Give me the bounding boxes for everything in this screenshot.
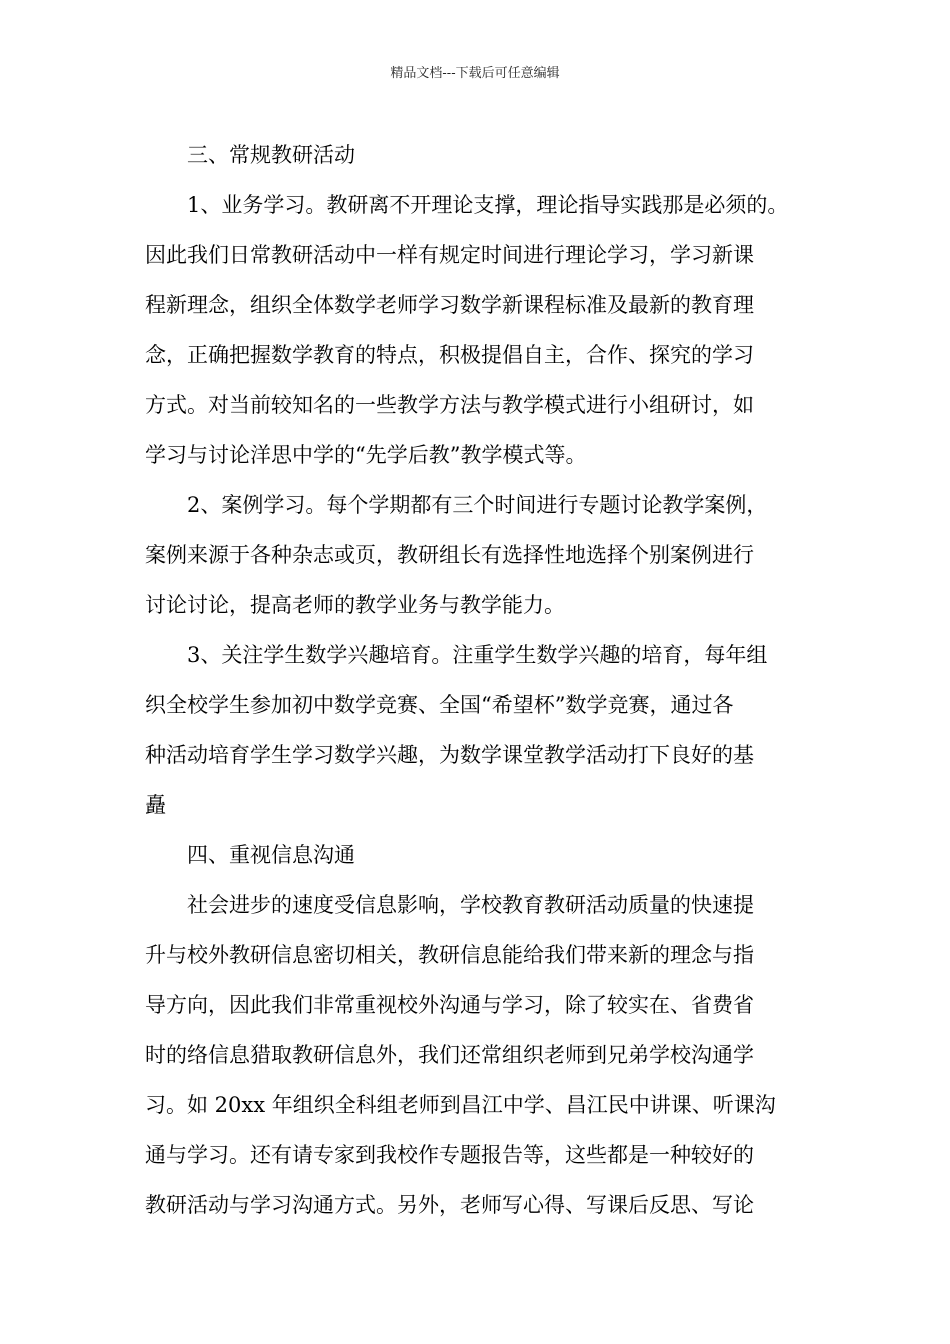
paragraph-line: 案例来源于各种杂志或页，教研组长有选择性地选择个别案例进行 bbox=[145, 543, 754, 567]
paragraph-line: 2、案例学习。每个学期都有三个时间进行专题讨论教学案例， bbox=[187, 493, 768, 517]
paragraph-line: 3、关注学生数学兴趣培育。注重学生数学兴趣的培育，每年组 bbox=[187, 643, 768, 667]
paragraph-line: 习。如 20xx 年组织全科组老师到昌江中学、昌江民中讲课、听课沟 bbox=[145, 1093, 776, 1117]
paragraph-line: 社会进步的速度受信息影响，学校教育教研活动质量的快速提 bbox=[187, 893, 754, 917]
section-heading-4: 四、重视信息沟通 bbox=[187, 843, 355, 867]
paragraph-line: 织全校学生参加初中数学竞赛、全国“希望杯”数学竞赛，通过各 bbox=[145, 693, 734, 717]
paragraph-line: 导方向，因此我们非常重视校外沟通与学习，除了较实在、省费省 bbox=[145, 993, 754, 1017]
paragraph-line: 讨论讨论，提高老师的教学业务与教学能力。 bbox=[145, 593, 565, 617]
paragraph-line: 升与校外教研信息密切相关，教研信息能给我们带来新的理念与指 bbox=[145, 943, 754, 967]
paragraph-line: 方式。对当前较知名的一些教学方法与教学模式进行小组研讨，如 bbox=[145, 393, 754, 417]
paragraph-line: 学习与讨论洋思中学的“先学后教”教学模式等。 bbox=[145, 443, 587, 467]
page-header: 精品文档---下载后可任意编辑 bbox=[390, 66, 560, 81]
document-body bbox=[145, 130, 810, 1230]
paragraph-line: 因此我们日常教研活动中一样有规定时间进行理论学习，学习新课 bbox=[145, 243, 754, 267]
paragraph-line: 教研活动与学习沟通方式。另外，老师写心得、写课后反思、写论 bbox=[145, 1193, 754, 1217]
paragraph-line: 矗 bbox=[145, 793, 166, 817]
paragraph-line: 通与学习。还有请专家到我校作专题报告等，这些都是一种较好的 bbox=[145, 1143, 754, 1167]
section-heading-3: 三、常规教研活动 bbox=[187, 143, 355, 167]
paragraph-line: 1、业务学习。教研离不开理论支撑，理论指导实践那是必须的。 bbox=[187, 193, 789, 217]
paragraph-line: 念，正确把握数学教育的特点，积极提倡自主，合作、探究的学习 bbox=[145, 343, 754, 367]
paragraph-line: 程新理念，组织全体数学老师学习数学新课程标准及最新的教育理 bbox=[145, 293, 754, 317]
paragraph-line: 种活动培育学生学习数学兴趣，为数学课堂教学活动打下良好的基 bbox=[145, 743, 754, 767]
paragraph-line: 时的络信息猎取教研信息外，我们还常组织老师到兄弟学校沟通学 bbox=[145, 1043, 754, 1067]
